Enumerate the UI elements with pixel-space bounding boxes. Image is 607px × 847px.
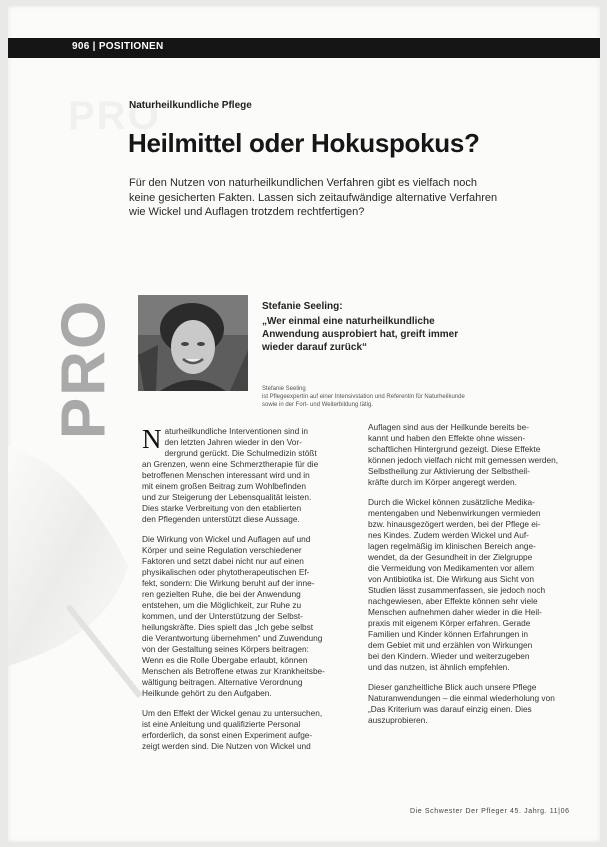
caption-line: sowie in der Fort- und Weiterbildung tätig. bbox=[262, 402, 373, 408]
pro-side-label: PRO bbox=[49, 298, 119, 440]
lead-line: Für den Nutzen von naturheilkundlichen Verfahren gibt es vielfach noch bbox=[129, 177, 477, 189]
quote-line: wieder darauf zurück“ bbox=[262, 342, 368, 353]
quote-author: Stefanie Seeling: bbox=[262, 301, 343, 312]
paragraph: Um den Effekt der Wickel genau zu untersuchen, ist eine Anleitung und qualifizierte Personal erforderlich, da sonst einen Experiment aufge- zeigt werden sind. Die Nutzen von Wickel und bbox=[142, 708, 323, 751]
quote-line: Anwendung ausprobiert hat, greift immer bbox=[262, 329, 459, 340]
article-title: Heilmittel oder Hokuspokus? bbox=[128, 128, 480, 158]
article-column-right bbox=[368, 422, 568, 735]
drop-cap: N bbox=[142, 424, 162, 454]
lead-line: keine gesicherten Fakten. Lassen sich zeitaufwändige alternative Verfahren bbox=[129, 191, 498, 204]
paragraph: N aturheilkundliche Interventionen sind in den letzten Jahren wieder in den Vor- dergrund gerückt. Die Schulmedizin stößt an Grenzen, wenn eine Schmerztherapie für die betroffenen Menschen interessant wird und in mit einem großen Beitrag zum Wohlbefinden und zur Steigerung der Lebensqualität leisten. Dies starke Verbreitung von den etablierten den Pflegenden unterstützt diese Aussage. bbox=[142, 424, 319, 524]
magazine-page bbox=[8, 6, 600, 842]
article-lead bbox=[129, 176, 498, 220]
pull-quote bbox=[262, 315, 492, 354]
decorative-hand-image bbox=[8, 406, 148, 706]
article-rubric: Naturheilkundliche Pflege bbox=[129, 100, 252, 111]
paragraph: Durch die Wickel können zusätzliche Medika- mentengaben und Nebenwirkungen vermieden bzw. hinausgezögert werden, bei der Pflege ei- nes Kindes. Zudem werden Wickel und Auf- lagen regelmäßig im klinischen Bereich ange- wendet, da der Gesundheit in der Zielgruppe die Vermeidung von Medikamenten vor allem von Antibiotika ist. Die Wirkung aus Sicht von Studien lässt zusammenfassen, sie jedoch noch nachgewiesen, aber Effekte können sehr viele Menschen aufnehmen daher wieder in die Heil- praxis mit eigenem Körper erfahren. Gerade Familien und Kinder können Erfahrungen in dem Gebiet mit und erzählen von Wirkungen bei den Kindern. Wieder und weiterzugeben und das nutzen, ist ähnlich empfehlen. bbox=[368, 497, 546, 672]
paragraph: Auflagen sind aus der Heilkunde bereits be- kannt und haben den Effekte ohne wissen- schaftlichen Hintergrund gezeigt. Diese Effekte können jedoch vielfach nicht mit gemessen werden, Selbstheilung zur Aktivierung der Selbstheil- kräfte durch im Körper angeregt werden. bbox=[368, 422, 559, 487]
section-label: 906 | POSITIONEN bbox=[72, 41, 164, 52]
caption-line: ist Pflegeexpertin auf einer Intensivstation und Referentin für Naturheilkunde bbox=[262, 394, 465, 400]
quote-line: „Wer einmal eine naturheilkundliche bbox=[262, 316, 435, 327]
author-caption bbox=[262, 385, 592, 409]
author-portrait-image bbox=[138, 295, 248, 391]
author-photo bbox=[138, 295, 248, 391]
section-header-bar bbox=[8, 38, 600, 58]
page-footer: Die Schwester Der Pfleger 45. Jahrg. 11|06 bbox=[410, 808, 570, 815]
caption-line: Stefanie Seeling bbox=[262, 386, 306, 392]
background-watermark: PRO bbox=[68, 94, 161, 138]
article-column-left bbox=[142, 426, 340, 761]
paragraph: Die Wirkung von Wickel und Auflagen auf und Körper und seine Regulation verschiedener Faktoren und setzt dabei nicht nur auf einen physikalischen oder phytotherapeutischen Ef- fekt, sondern: Die Wirkung beruht auf der inne- ren gezielten Ruhe, die bei der Anwendung entstehen, um die Möglichkeit, zur Ruhe zu kommen, und der Unterstützung der Selbst- heilungskräfte. Dies spielt das „Ich gebe selbst die Verantwortung übernehmen“ und Zuwendung von der Gestaltung seines Körpers beitragen: Wenn es die Rolle Übergabe erlaubt, können Menschen als Betroffene etwas zur Krankheitsbe- wältigung beitragen. Alternative Verordnung Heilkunde gehört zu den Aufgaben. bbox=[142, 534, 325, 698]
lead-line: wie Wickel und Auflagen trotzdem rechtfertigen? bbox=[129, 206, 365, 218]
paragraph: Dieser ganzheitliche Blick auch unsere Pflege Naturanwendungen – die einmal wiederholung von „Das Kriterium was darauf einzig einen. Dies auszuprobieren. bbox=[368, 682, 555, 725]
